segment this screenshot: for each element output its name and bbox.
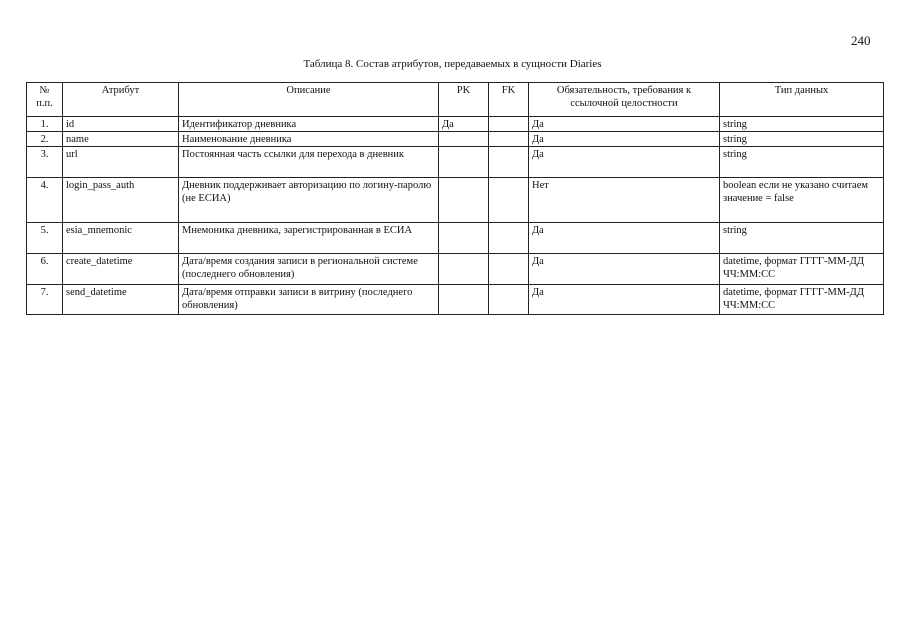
cell-datatype: datetime, формат ГГГГ-ММ-ДД ЧЧ:ММ:СС (720, 285, 884, 315)
cell-pk (439, 147, 489, 178)
cell-num: 6. (27, 254, 63, 285)
header-datatype: Тип данных (720, 83, 884, 117)
cell-mandatory: Да (529, 147, 720, 178)
cell-attribute: url (63, 147, 179, 178)
cell-attribute: send_datetime (63, 285, 179, 315)
header-pk: PK (439, 83, 489, 117)
cell-description: Идентификатор дневника (179, 117, 439, 132)
table-row (27, 285, 884, 315)
cell-num: 1. (27, 117, 63, 132)
cell-num: 3. (27, 147, 63, 178)
cell-pk (439, 254, 489, 285)
cell-description: Наименование дневника (179, 132, 439, 147)
cell-fk (489, 285, 529, 315)
cell-datatype: datetime, формат ГГГГ-ММ-ДД ЧЧ:ММ:СС (720, 254, 884, 285)
attributes-table (26, 82, 884, 315)
cell-datatype: boolean если не указано считаем значение = false (720, 178, 884, 223)
cell-description: Постоянная часть ссылки для перехода в дневник (179, 147, 439, 178)
header-mandatory: Обязательность, требования к ссылочной целостности (529, 83, 720, 117)
table-row (27, 223, 884, 254)
cell-mandatory: Да (529, 223, 720, 254)
header-description: Описание (179, 83, 439, 117)
cell-mandatory: Да (529, 132, 720, 147)
cell-num: 7. (27, 285, 63, 315)
cell-mandatory: Да (529, 254, 720, 285)
cell-num: 2. (27, 132, 63, 147)
cell-description: Дата/время отправки записи в витрину (последнего обновления) (179, 285, 439, 315)
cell-datatype: string (720, 132, 884, 147)
cell-attribute: name (63, 132, 179, 147)
cell-datatype: string (720, 147, 884, 178)
cell-description: Дневник поддерживает авторизацию по логину-паролю (не ЕСИА) (179, 178, 439, 223)
cell-mandatory: Да (529, 285, 720, 315)
page-number: 240 (851, 33, 871, 48)
header-num: № п.п. (27, 83, 63, 117)
table-row (27, 178, 884, 223)
table-row (27, 132, 884, 147)
cell-fk (489, 147, 529, 178)
header-fk: FK (489, 83, 529, 117)
cell-attribute: id (63, 117, 179, 132)
cell-fk (489, 117, 529, 132)
cell-fk (489, 178, 529, 223)
cell-mandatory: Нет (529, 178, 720, 223)
cell-pk (439, 223, 489, 254)
cell-datatype: string (720, 223, 884, 254)
cell-fk (489, 254, 529, 285)
table-row (27, 117, 884, 132)
cell-description: Дата/время создания записи в региональной системе (последнего обновления) (179, 254, 439, 285)
table-caption: Таблица 8. Состав атрибутов, передаваемых в сущности Diaries (303, 58, 602, 70)
cell-num: 5. (27, 223, 63, 254)
header-attribute: Атрибут (63, 83, 179, 117)
table-row (27, 147, 884, 178)
cell-attribute: create_datetime (63, 254, 179, 285)
cell-fk (489, 132, 529, 147)
cell-fk (489, 223, 529, 254)
cell-attribute: login_pass_auth (63, 178, 179, 223)
cell-pk: Да (439, 117, 489, 132)
cell-datatype: string (720, 117, 884, 132)
cell-mandatory: Да (529, 117, 720, 132)
table-header-row (27, 83, 884, 117)
cell-num: 4. (27, 178, 63, 223)
cell-attribute: esia_mnemonic (63, 223, 179, 254)
cell-pk (439, 285, 489, 315)
cell-pk (439, 132, 489, 147)
cell-pk (439, 178, 489, 223)
cell-description: Мнемоника дневника, зарегистрированная в ЕСИА (179, 223, 439, 254)
table-row (27, 254, 884, 285)
